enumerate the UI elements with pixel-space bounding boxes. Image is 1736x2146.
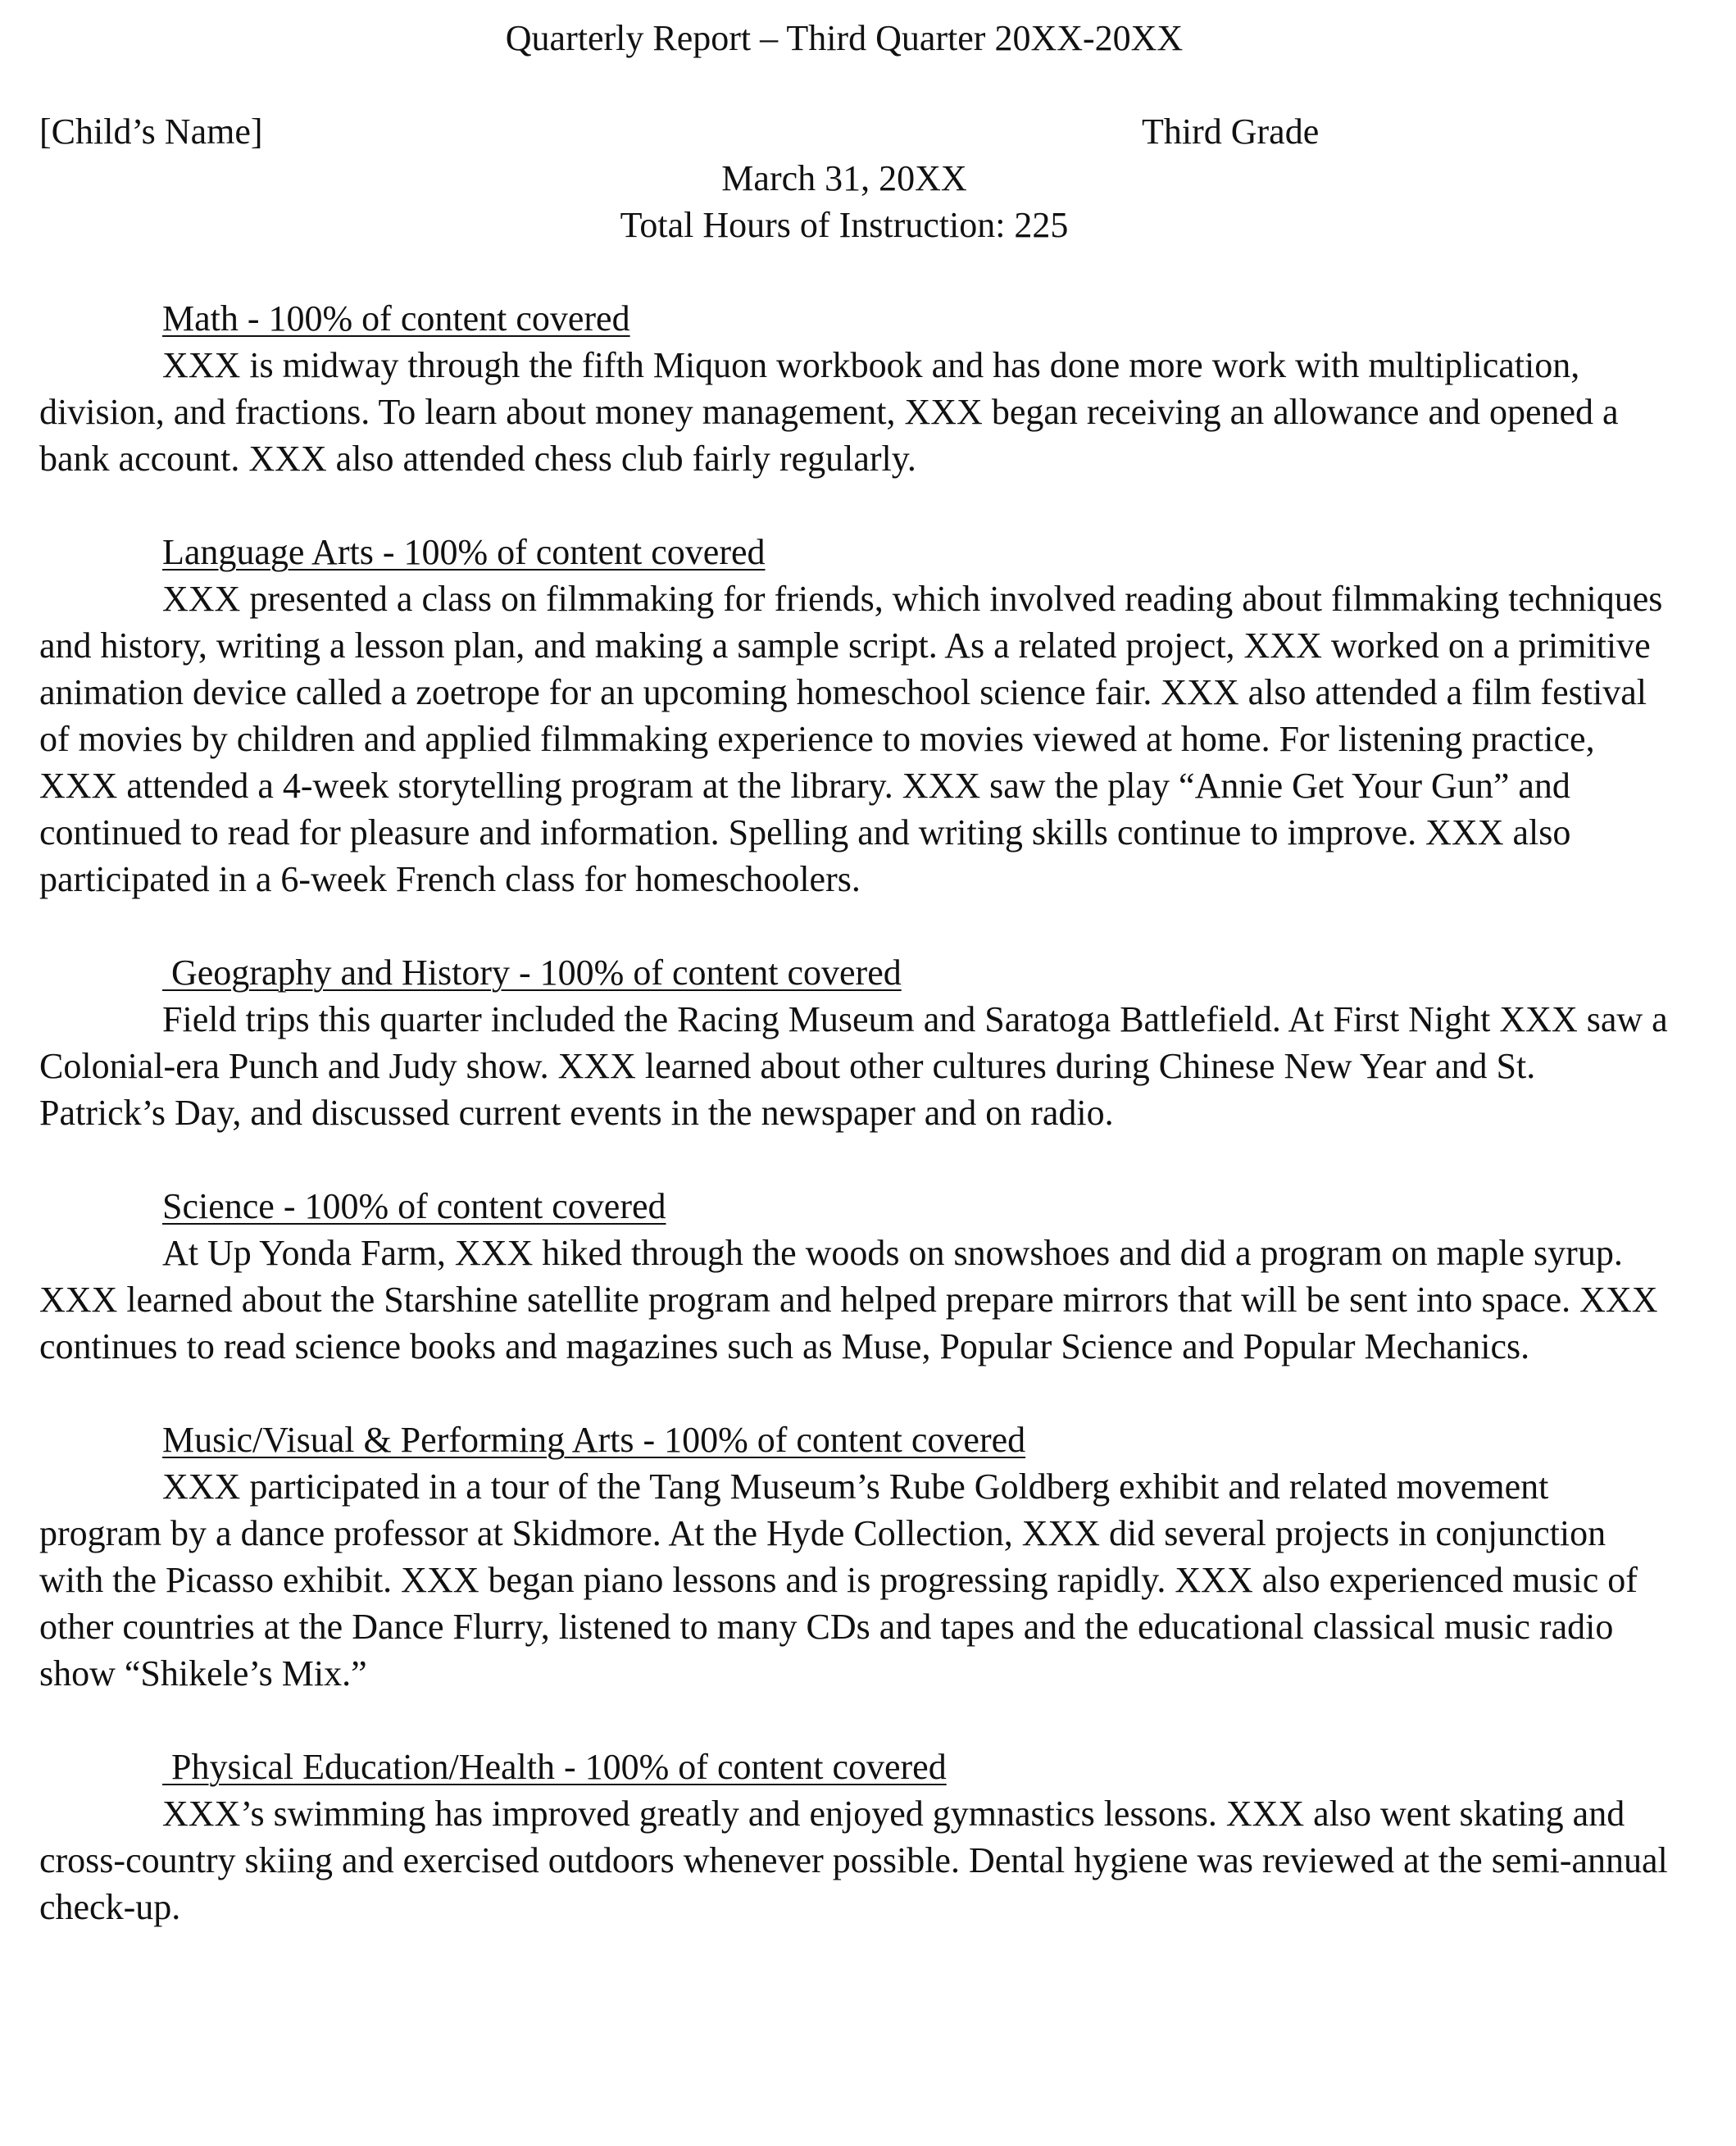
section-heading: Math - 100% of content covered	[162, 298, 630, 339]
section-body: At Up Yonda Farm, XXX hiked through the woods on snowshoes and did a program on maple syrup. XXX learned about the Starshine satellite program and helped prepare mirrors that will be sent into space. XXX continues to read science books and magazines such as Muse, Popular Science and Popular Mechanics.	[39, 1233, 1658, 1366]
total-hours: Total Hours of Instruction: 225	[620, 205, 1069, 245]
section-math	[39, 295, 1687, 482]
header-row	[39, 108, 1687, 155]
section-heading: Music/Visual & Performing Arts - 100% of content covered	[162, 1420, 1026, 1460]
section-physical-education	[39, 1744, 1687, 1930]
section-heading: Geography and History - 100% of content covered	[162, 953, 902, 993]
report-title: Quarterly Report – Third Quarter 20XX-20XX	[505, 18, 1184, 58]
section-body: XXX participated in a tour of the Tang Museum’s Rube Goldberg exhibit and related movement program by a dance professor at Skidmore. At the Hyde Collection, XXX did several projects in conjunction with the Picasso exhibit. XXX began piano lessons and is progressing rapidly. XXX also experienced music of other countries at the Dance Flurry, listened to many CDs and tapes and the educational classical music radio show “Shikele’s Mix.”	[39, 1466, 1638, 1694]
section-heading: Language Arts - 100% of content covered	[162, 532, 766, 572]
section-body: XXX presented a class on filmmaking for friends, which involved reading about filmmaking techniques and history, writing a lesson plan, and making a sample script. As a related project, XXX worked on a primitive animation device called a zoetrope for an upcoming homeschool science fair. XXX also attended a film festival of movies by children and applied filmmaking experience to movies viewed at home. For listening practice, XXX attended a 4-week storytelling program at the library. XXX saw the play “Annie Get Your Gun” and continued to read for pleasure and information. Spelling and writing skills continue to improve. XXX also participated in a 6-week French class for homeschoolers.	[39, 579, 1663, 899]
section-heading: Physical Education/Health - 100% of content covered	[162, 1747, 947, 1787]
section-heading: Science - 100% of content covered	[162, 1186, 666, 1226]
report-date: March 31, 20XX	[721, 158, 967, 198]
section-body: XXX’s swimming has improved greatly and enjoyed gymnastics lessons. XXX also went skating and cross-country skiing and exercised outdoors whenever possible. Dental hygiene was reviewed at the semi-annual check-up.	[39, 1794, 1668, 1927]
child-name: [Child’s Name]	[39, 111, 263, 152]
section-language-arts	[39, 529, 1687, 903]
section-body: XXX is midway through the fifth Miquon workbook and has done more work with multiplication, division, and fractions. To learn about money management, XXX began receiving an allowance and opened a bank account. XXX also attended chess club fairly regularly.	[39, 345, 1619, 479]
section-science	[39, 1183, 1687, 1370]
section-geography-history	[39, 949, 1687, 1136]
report-page	[39, 15, 1687, 1930]
grade-label: Third Grade	[1142, 111, 1320, 152]
section-music-arts	[39, 1416, 1687, 1697]
section-body: Field trips this quarter included the Racing Museum and Saratoga Battlefield. At First Night XXX saw a Colonial-era Punch and Judy show. XXX learned about other cultures during Chinese New Year and St. Patrick’s Day, and discussed current events in the newspaper and on radio.	[39, 999, 1668, 1133]
